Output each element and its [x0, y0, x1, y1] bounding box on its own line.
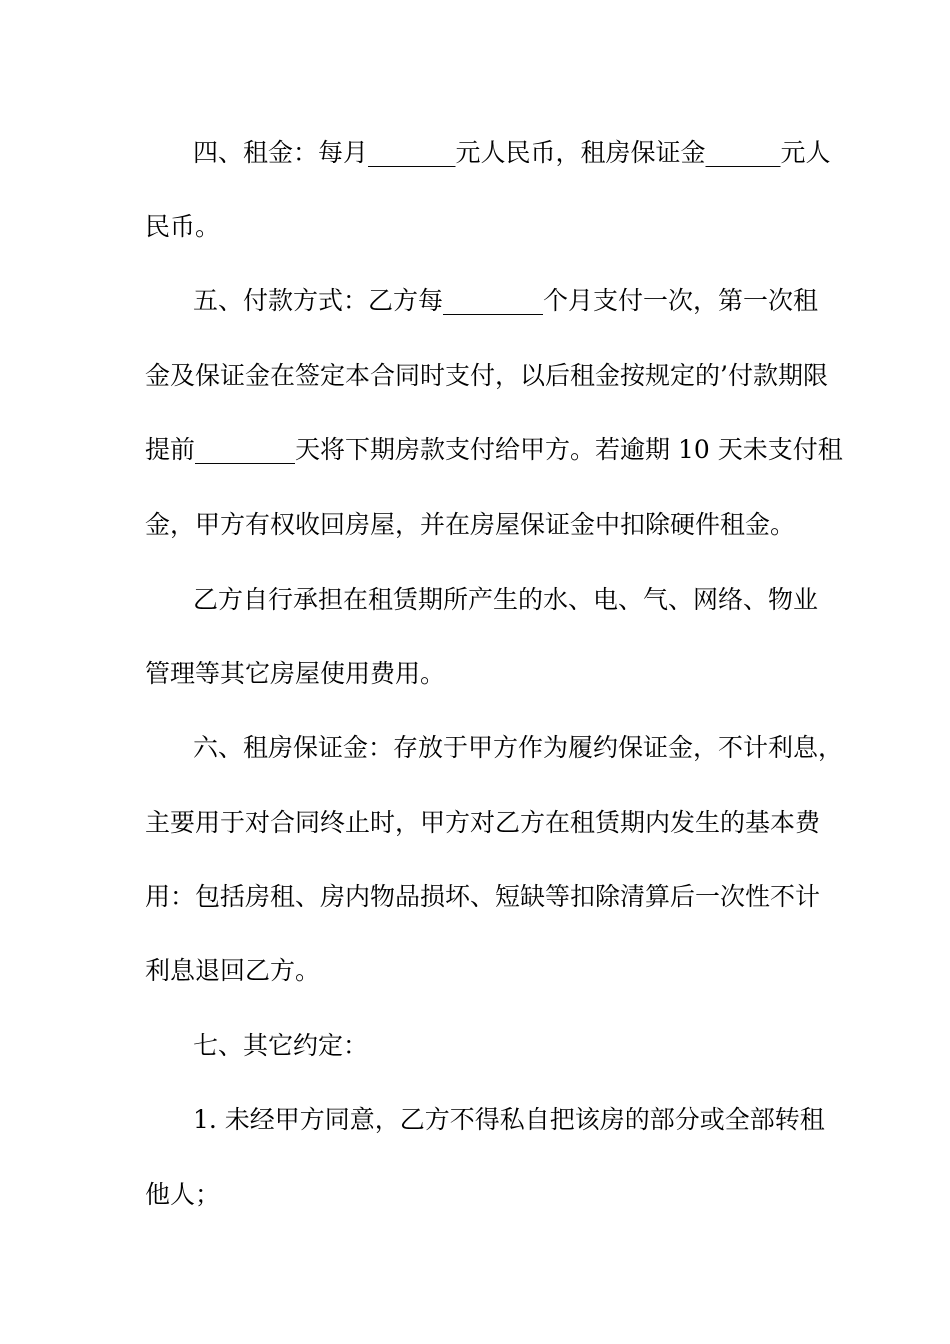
term-1-line-2: 他人；	[145, 1180, 221, 1209]
utilities-clause-line-2: 管理等其它房屋使用费用。	[145, 659, 446, 688]
deposit-clause-line-4: 利息退回乙方。	[145, 956, 321, 985]
deposit-clause-line-2: 主要用于对合同终止时，甲方对乙方在租赁期内发生的基本费	[145, 808, 821, 837]
rent-clause-line-1: 四、租金：每月_______元人民币，租房保证金______元人	[193, 138, 831, 167]
rent-clause-line-2: 民币。	[145, 212, 221, 241]
payment-clause-line-2: 金及保证金在签定本合同时支付，以后租金按规定的’付款期限	[145, 361, 828, 390]
payment-clause-line-1: 五、付款方式：乙方每________个月支付一次，第一次租	[193, 286, 819, 315]
other-terms-heading: 七、其它约定：	[193, 1031, 369, 1060]
deposit-clause-line-3: 用：包括房租、房内物品损坏、短缺等扣除清算后一次性不计	[145, 882, 821, 911]
term-1-line-1: 1. 未经甲方同意，乙方不得私自把该房的部分或全部转租	[193, 1105, 825, 1134]
utilities-clause-line-1: 乙方自行承担在租赁期所产生的水、电、气、网络、物业	[193, 585, 819, 614]
payment-clause-line-4: 金，甲方有权收回房屋，并在房屋保证金中扣除硬件租金。	[145, 510, 796, 539]
payment-clause-line-3: 提前________天将下期房款支付给甲方。若逾期 10 天未支付租	[145, 435, 843, 464]
deposit-clause-line-1: 六、租房保证金：存放于甲方作为履约保证金，不计利息，	[193, 733, 844, 762]
